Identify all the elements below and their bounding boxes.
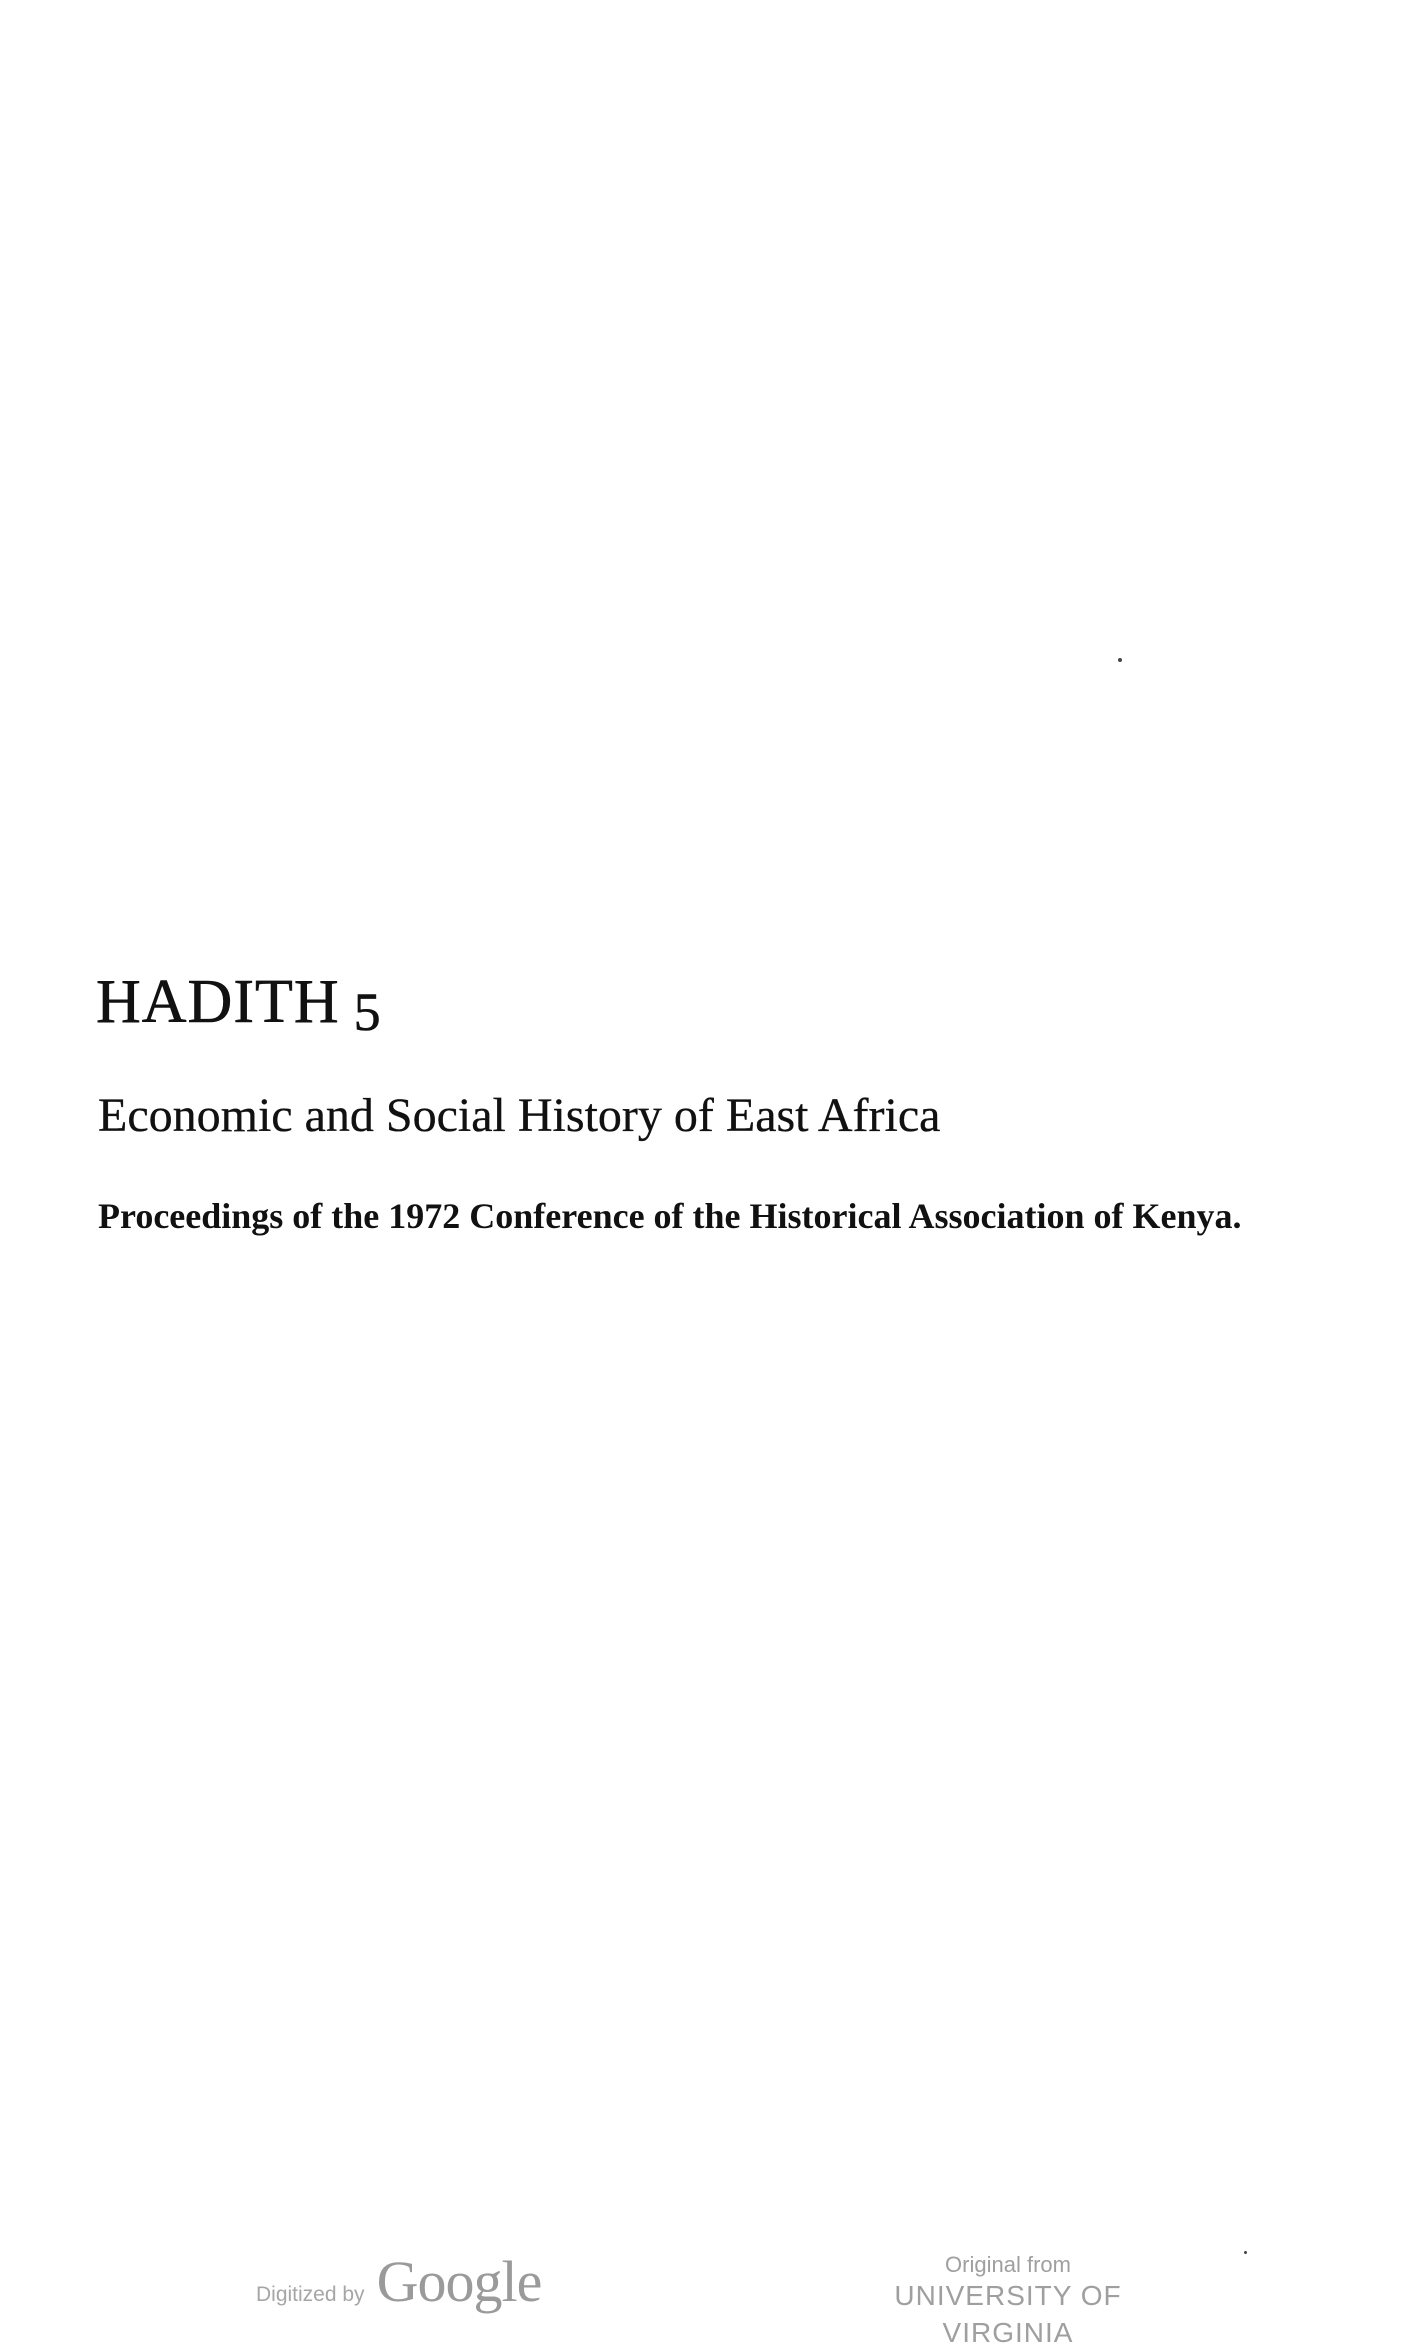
book-title-main: HADITH [96, 968, 340, 1036]
volume-number: 5 [353, 982, 382, 1042]
digitized-label: Digitized by [256, 2283, 365, 2306]
google-logo: Google [376, 2249, 542, 2314]
ink-speck [1244, 2251, 1247, 2254]
proceedings-description: Proceedings of the 1972 Conference of the Historical Association of Kenya. [98, 1195, 1242, 1236]
library-name: UNIVERSITY OF VIRGINIA [894, 2280, 1122, 2348]
original-from-watermark [838, 2252, 1178, 2351]
title-block [96, 968, 1326, 1238]
original-from-label: Original from [945, 2252, 1071, 2277]
book-title [96, 968, 1326, 1042]
ink-speck [1118, 658, 1122, 662]
book-subtitle: Economic and Social History of East Africa [98, 1089, 941, 1143]
digitized-by-watermark [256, 2248, 541, 2315]
